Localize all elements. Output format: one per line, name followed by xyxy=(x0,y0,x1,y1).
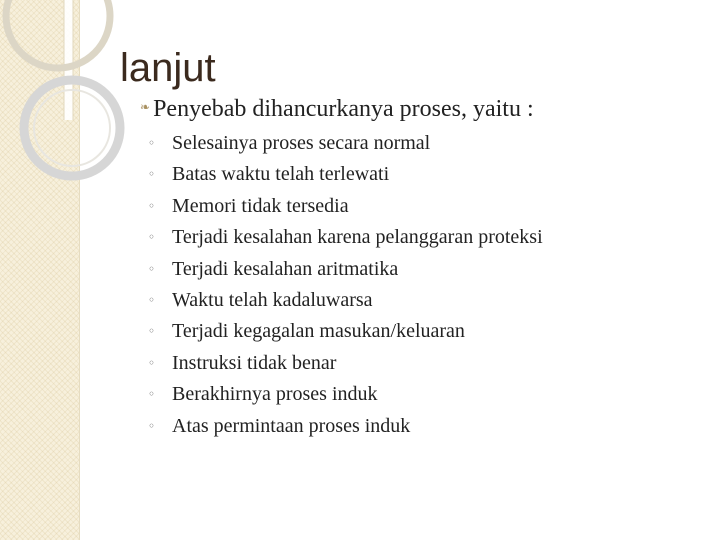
lead-text: Penyebab dihancurkanya proses, yaitu : xyxy=(153,96,534,122)
circle-bullet-icon: ◦ xyxy=(148,198,156,213)
list-item-text: Batas waktu telah terlewati xyxy=(172,163,390,186)
list-item xyxy=(148,222,543,253)
decorative-rings-icon xyxy=(0,0,140,200)
slide-title: lanjut xyxy=(120,46,216,90)
list-item xyxy=(148,285,543,316)
list-item-text: Instruksi tidak benar xyxy=(172,351,337,374)
lead-bullet-line xyxy=(140,94,534,127)
circle-bullet-icon: ◦ xyxy=(148,324,156,339)
circle-bullet-icon: ◦ xyxy=(148,292,156,307)
circle-bullet-icon: ◦ xyxy=(148,355,156,370)
list-item xyxy=(148,411,543,442)
circle-bullet-icon: ◦ xyxy=(148,136,156,150)
circle-bullet-icon: ◦ xyxy=(148,418,156,433)
list-item-text: Berakhirnya proses induk xyxy=(172,383,378,406)
list-item xyxy=(148,316,543,347)
circle-bullet-icon: ◦ xyxy=(148,387,156,402)
ornament-bullet-icon: ❧ xyxy=(140,100,151,114)
list-item-text: Waktu telah kadaluwarsa xyxy=(172,288,373,311)
list-item-text: Memori tidak tersedia xyxy=(172,194,349,217)
circle-bullet-icon: ◦ xyxy=(148,167,156,182)
list-item xyxy=(148,191,543,222)
list-item-text: Terjadi kesalahan karena pelanggaran proteksi xyxy=(172,226,543,249)
list-item xyxy=(148,159,543,190)
list-item xyxy=(148,254,543,285)
list-item-text: Terjadi kesalahan aritmatika xyxy=(172,257,399,280)
list-item-text: Terjadi kegagalan masukan/keluaran xyxy=(172,320,465,343)
list-item xyxy=(148,348,543,379)
list-item xyxy=(148,379,543,410)
circle-bullet-icon: ◦ xyxy=(148,261,156,276)
list-item-text: Atas permintaan proses induk xyxy=(172,414,411,437)
cause-list xyxy=(148,128,543,442)
list-item xyxy=(148,128,543,159)
list-item-text: Selesainya proses secara normal xyxy=(172,132,431,154)
circle-bullet-icon: ◦ xyxy=(148,230,156,245)
